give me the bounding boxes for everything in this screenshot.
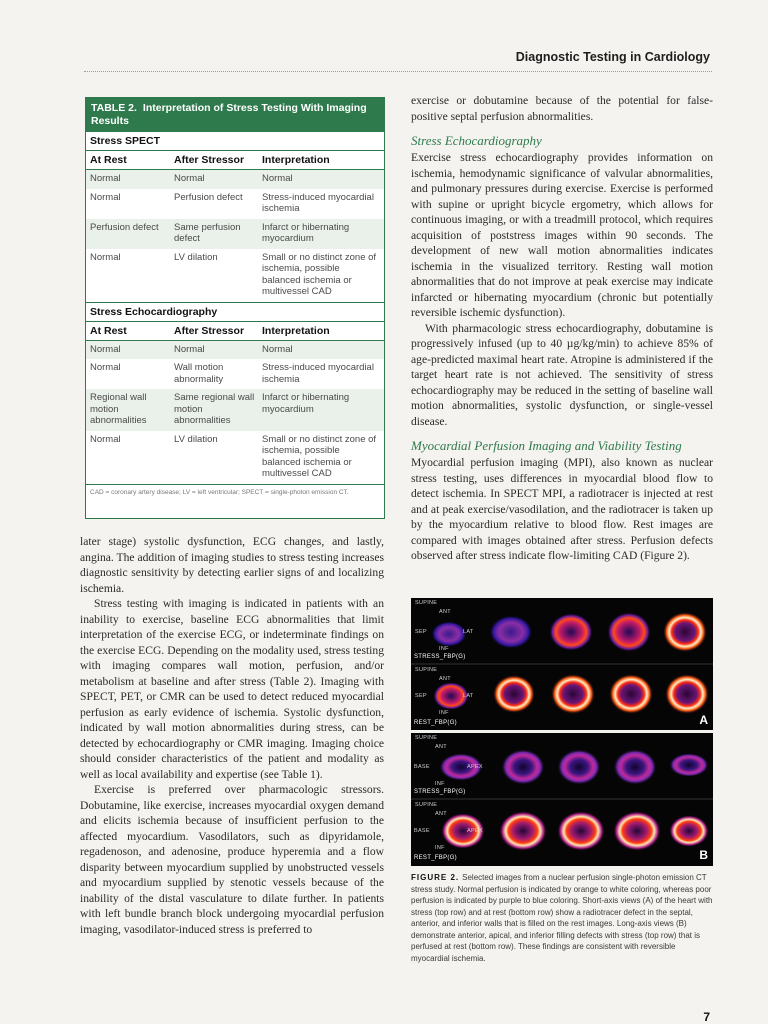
scan-label: LAT bbox=[463, 629, 474, 635]
table-section-title: Stress SPECT bbox=[86, 132, 384, 151]
table-cell: Normal bbox=[90, 343, 121, 355]
table-cell: Stress-induced myocardial ischemia bbox=[262, 191, 374, 214]
rest-long-slice-3 bbox=[557, 811, 605, 851]
rest-slice-2 bbox=[493, 675, 535, 713]
rest-long-slice-2 bbox=[499, 811, 547, 851]
figure-2-image bbox=[411, 598, 713, 866]
body-paragraph: Myocardial perfusion imaging (MPI), also known as nuclear stress testing, uses differences in myocardial blood flow to detect ischemia. In SPECT MPI, a radiotracer is injected at rest and at peak exercise/vasodilation, and the radiotracer is taken up by the myocardium relative to blood flow. Rest images are compared with images obtained after stress. Perfusion defects observed after stress indicate flow-limiting CAD (Figure 2). bbox=[411, 456, 713, 562]
table-cell: Normal bbox=[174, 343, 205, 355]
scan-label: SEP bbox=[415, 629, 427, 635]
column-header: After Stressor bbox=[174, 154, 245, 166]
table-column-headers bbox=[86, 151, 384, 170]
scan-label: INF bbox=[439, 646, 449, 652]
table-column-headers bbox=[86, 322, 384, 341]
running-header: Diagnostic Testing in Cardiology bbox=[515, 50, 710, 64]
section-heading: Myocardial Perfusion Imaging and Viability Testing bbox=[411, 438, 682, 453]
panel-letter: A bbox=[699, 713, 708, 727]
body-paragraph: Exercise is preferred over pharmacologic stressors. Dobutamine, like exercise, increases myocardial oxygen demand and elicits ischemia because of insufficient perfusion to the affected myocardium. Vasodilators, such as dipyridamole, regadenoson, and adenosine, produce hyperemia and a flow disparity between myocardium supplied by unobstructed vessels and myocardium supplied by stenotic vessels because of the inability of the distal vasculature to dilate further. In patients with left bundle branch block undergoing myocardial perfusion imaging, vasodilator-induced stress is preferred to bbox=[80, 783, 384, 936]
scan-label: ANT bbox=[435, 744, 447, 750]
body-paragraph: With pharmacologic stress echocardiography, dobutamine is progressively infused (up to 40 µg/kg/min) to achieve 85% of age-predicted maximal heart rate. Atropine is administered if the target heart rate is not achieved. The sensitivity of stress echocardiography may be reduced in the setting of baseline wall motion abnormalities, systolic dysfunction, or single-vessel disease. bbox=[411, 321, 713, 428]
figure-caption bbox=[411, 872, 713, 964]
scan-label: SUPINE bbox=[415, 600, 438, 606]
table-cell: Perfusion defect bbox=[174, 191, 243, 203]
table-cell: LV dilation bbox=[174, 251, 218, 263]
figure-caption-text: Selected images from a nuclear perfusion single-photon emission CT stress study. Normal perfusion is indicated by orange to white coloring, whereas poor perfusion is indicated by purple to blue coloring. Short-axis views (A) of the heart with stress (top row) and at rest (bottom row) show a radiotracer defect in the septal, anterior, and inferior walls that is filled on the rest images. Long-axis views (B) demonstrate anterior, apical, and inferior filling defects with stress (top row) that is perfused at rest (bottom row). These findings are consistent with reversible myocardial ischemia. bbox=[411, 873, 713, 963]
scan-row-label: REST_FBP(G) bbox=[414, 720, 457, 726]
rest-slice-5 bbox=[665, 674, 709, 714]
table-row bbox=[86, 431, 384, 484]
table-cell: Small or no distinct zone of ischemia, possible balanced ischemia or multivessel CAD bbox=[262, 251, 377, 297]
scan-label: ANT bbox=[439, 609, 451, 615]
column-header: At Rest bbox=[90, 324, 127, 337]
long-axis-scan-images bbox=[411, 733, 713, 865]
table-cell: Normal bbox=[90, 191, 121, 203]
page-number: 7 bbox=[703, 1010, 710, 1024]
column-header: Interpretation bbox=[262, 154, 330, 166]
short-axis-scan-images bbox=[411, 598, 713, 730]
figure-panel-b bbox=[411, 733, 713, 865]
scan-label: SUPINE bbox=[415, 735, 438, 741]
table-cell: Regional wall motion abnormalities bbox=[90, 392, 147, 426]
scan-row-label: STRESS_FBP(G) bbox=[414, 789, 466, 795]
body-paragraph: Exercise stress echocardiography provides information on ischemia, hemodynamic significance of valvular abnormalities, and pulmonary pressures during exercise. Exercise is performed with supine or upright bicycle ergometry, which allows for continuous imaging, or with a treadmill protocol, which requires acquisition of poststress images within 90 seconds. The development of new wall motion abnormalities indicates ischemia in the visualized territory. Resting wall motion abnormalities that do not improve at peak exercise may indicate infarcted or hibernating myocardium (chronic but potentially reversible ischemic dysfunction). bbox=[411, 151, 713, 319]
scan-label: ANT bbox=[435, 811, 447, 817]
scan-label: LAT bbox=[463, 693, 474, 699]
table-caption bbox=[86, 98, 384, 132]
scan-label: APEX bbox=[467, 764, 483, 770]
table-cell: Normal bbox=[90, 433, 121, 445]
scan-label: SUPINE bbox=[415, 667, 438, 673]
left-text-column bbox=[80, 534, 384, 937]
table-cell: Normal bbox=[174, 173, 205, 184]
table-section-title: Stress Echocardiography bbox=[86, 302, 384, 322]
body-paragraph: exercise or dobutamine because of the potential for false-positive septal perfusion abnormalities. bbox=[411, 94, 713, 123]
column-header: After Stressor bbox=[174, 324, 245, 337]
panel-letter: B bbox=[699, 848, 708, 862]
table-cell: Wall motion abnormality bbox=[174, 362, 224, 385]
stress-long-slice-4 bbox=[613, 749, 657, 785]
stress-long-slice-2 bbox=[501, 749, 545, 785]
stress-slice-1 bbox=[431, 621, 467, 647]
stress-long-slice-5 bbox=[669, 753, 709, 777]
right-text-column bbox=[411, 93, 713, 564]
scan-label: SEP bbox=[415, 693, 427, 699]
stress-long-slice-3 bbox=[557, 749, 601, 785]
table-cell: Same perfusion defect bbox=[174, 221, 241, 244]
table-number: TABLE 2. bbox=[91, 102, 137, 114]
table-cell: Infarct or hibernating myocardium bbox=[262, 392, 350, 415]
body-paragraph: Stress testing with imaging is indicated in patients with an inability to exercise, baseline ECG abnormalities that limit interpretation of the exercise ECG, or indeterminate findings on the exercise ECG. Depending on the modality used, stress testing with imaging compares wall motion, perfusion, and/or metabolism at baseline and after stress (Table 2). Imaging with SPECT, PET, or CMR can be used to detect reduced myocardial perfusion as early evidence of ischemia. Systolic dysfunction, indicated by wall motion abnormalities during stress, can be detected by echocardiography or CMR imaging. Imaging choice should consider characteristics of the patient and modality as well as local availability and expertise (see Table 1). bbox=[80, 597, 384, 781]
scan-label: APEX bbox=[467, 828, 483, 834]
table-cell: Normal bbox=[262, 343, 293, 355]
table-row bbox=[86, 341, 384, 360]
table-row bbox=[86, 219, 384, 249]
section-heading: Stress Echocardiography bbox=[411, 133, 542, 148]
table-row bbox=[86, 189, 384, 219]
scan-label: BASE bbox=[414, 828, 430, 834]
scan-label: INF bbox=[435, 781, 445, 787]
stress-slice-3 bbox=[549, 613, 593, 651]
scan-label: INF bbox=[439, 710, 449, 716]
table-row bbox=[86, 359, 384, 389]
table-cell: Infarct or hibernating myocardium bbox=[262, 221, 350, 244]
table-cell: Normal bbox=[90, 251, 121, 263]
table-cell: Small or no distinct zone of ischemia, possible balanced ischemia or multivessel CAD bbox=[262, 433, 377, 479]
table-footnote: CAD = coronary artery disease; LV = left ventricular; SPECT = single-photon emission CT. bbox=[86, 484, 384, 500]
table-cell: Normal bbox=[90, 173, 121, 184]
rest-slice-4 bbox=[609, 674, 653, 714]
stress-slice-5 bbox=[663, 612, 707, 652]
figure-label: FIGURE 2. bbox=[411, 873, 460, 882]
table-2 bbox=[85, 97, 385, 519]
stress-slice-2 bbox=[489, 615, 533, 649]
table-row bbox=[86, 170, 384, 189]
table-cell: Normal bbox=[262, 173, 293, 184]
scan-label: BASE bbox=[414, 764, 430, 770]
scan-label: ANT bbox=[439, 676, 451, 682]
table-title: Interpretation of Stress Testing With Imaging Results bbox=[91, 102, 367, 127]
column-header: At Rest bbox=[90, 154, 127, 166]
header-divider bbox=[84, 71, 712, 72]
scan-label: INF bbox=[435, 845, 445, 851]
table-cell: Same regional wall motion abnormalities bbox=[174, 392, 255, 426]
rest-long-slice-5 bbox=[669, 815, 709, 847]
table-row bbox=[86, 389, 384, 431]
scan-label: SUPINE bbox=[415, 802, 438, 808]
scan-row-label: STRESS_FBP(G) bbox=[414, 654, 466, 660]
table-cell: Normal bbox=[90, 362, 121, 373]
stress-slice-4 bbox=[607, 612, 651, 652]
table-cell: Stress-induced myocardial ischemia bbox=[262, 362, 374, 385]
figure-panel-a bbox=[411, 598, 713, 730]
column-header: Interpretation bbox=[262, 324, 330, 337]
table-cell: LV dilation bbox=[174, 433, 218, 445]
rest-long-slice-4 bbox=[613, 811, 661, 851]
table-row bbox=[86, 249, 384, 302]
body-paragraph: later stage) systolic dysfunction, ECG changes, and lastly, angina. The addition of imaging studies to stress testing increases diagnostic sensitivity by detecting earlier signs of and localizing ischemia. bbox=[80, 535, 384, 595]
table-cell: Perfusion defect bbox=[90, 221, 159, 233]
rest-slice-3 bbox=[551, 674, 595, 714]
scan-row-label: REST_FBP(G) bbox=[414, 855, 457, 861]
